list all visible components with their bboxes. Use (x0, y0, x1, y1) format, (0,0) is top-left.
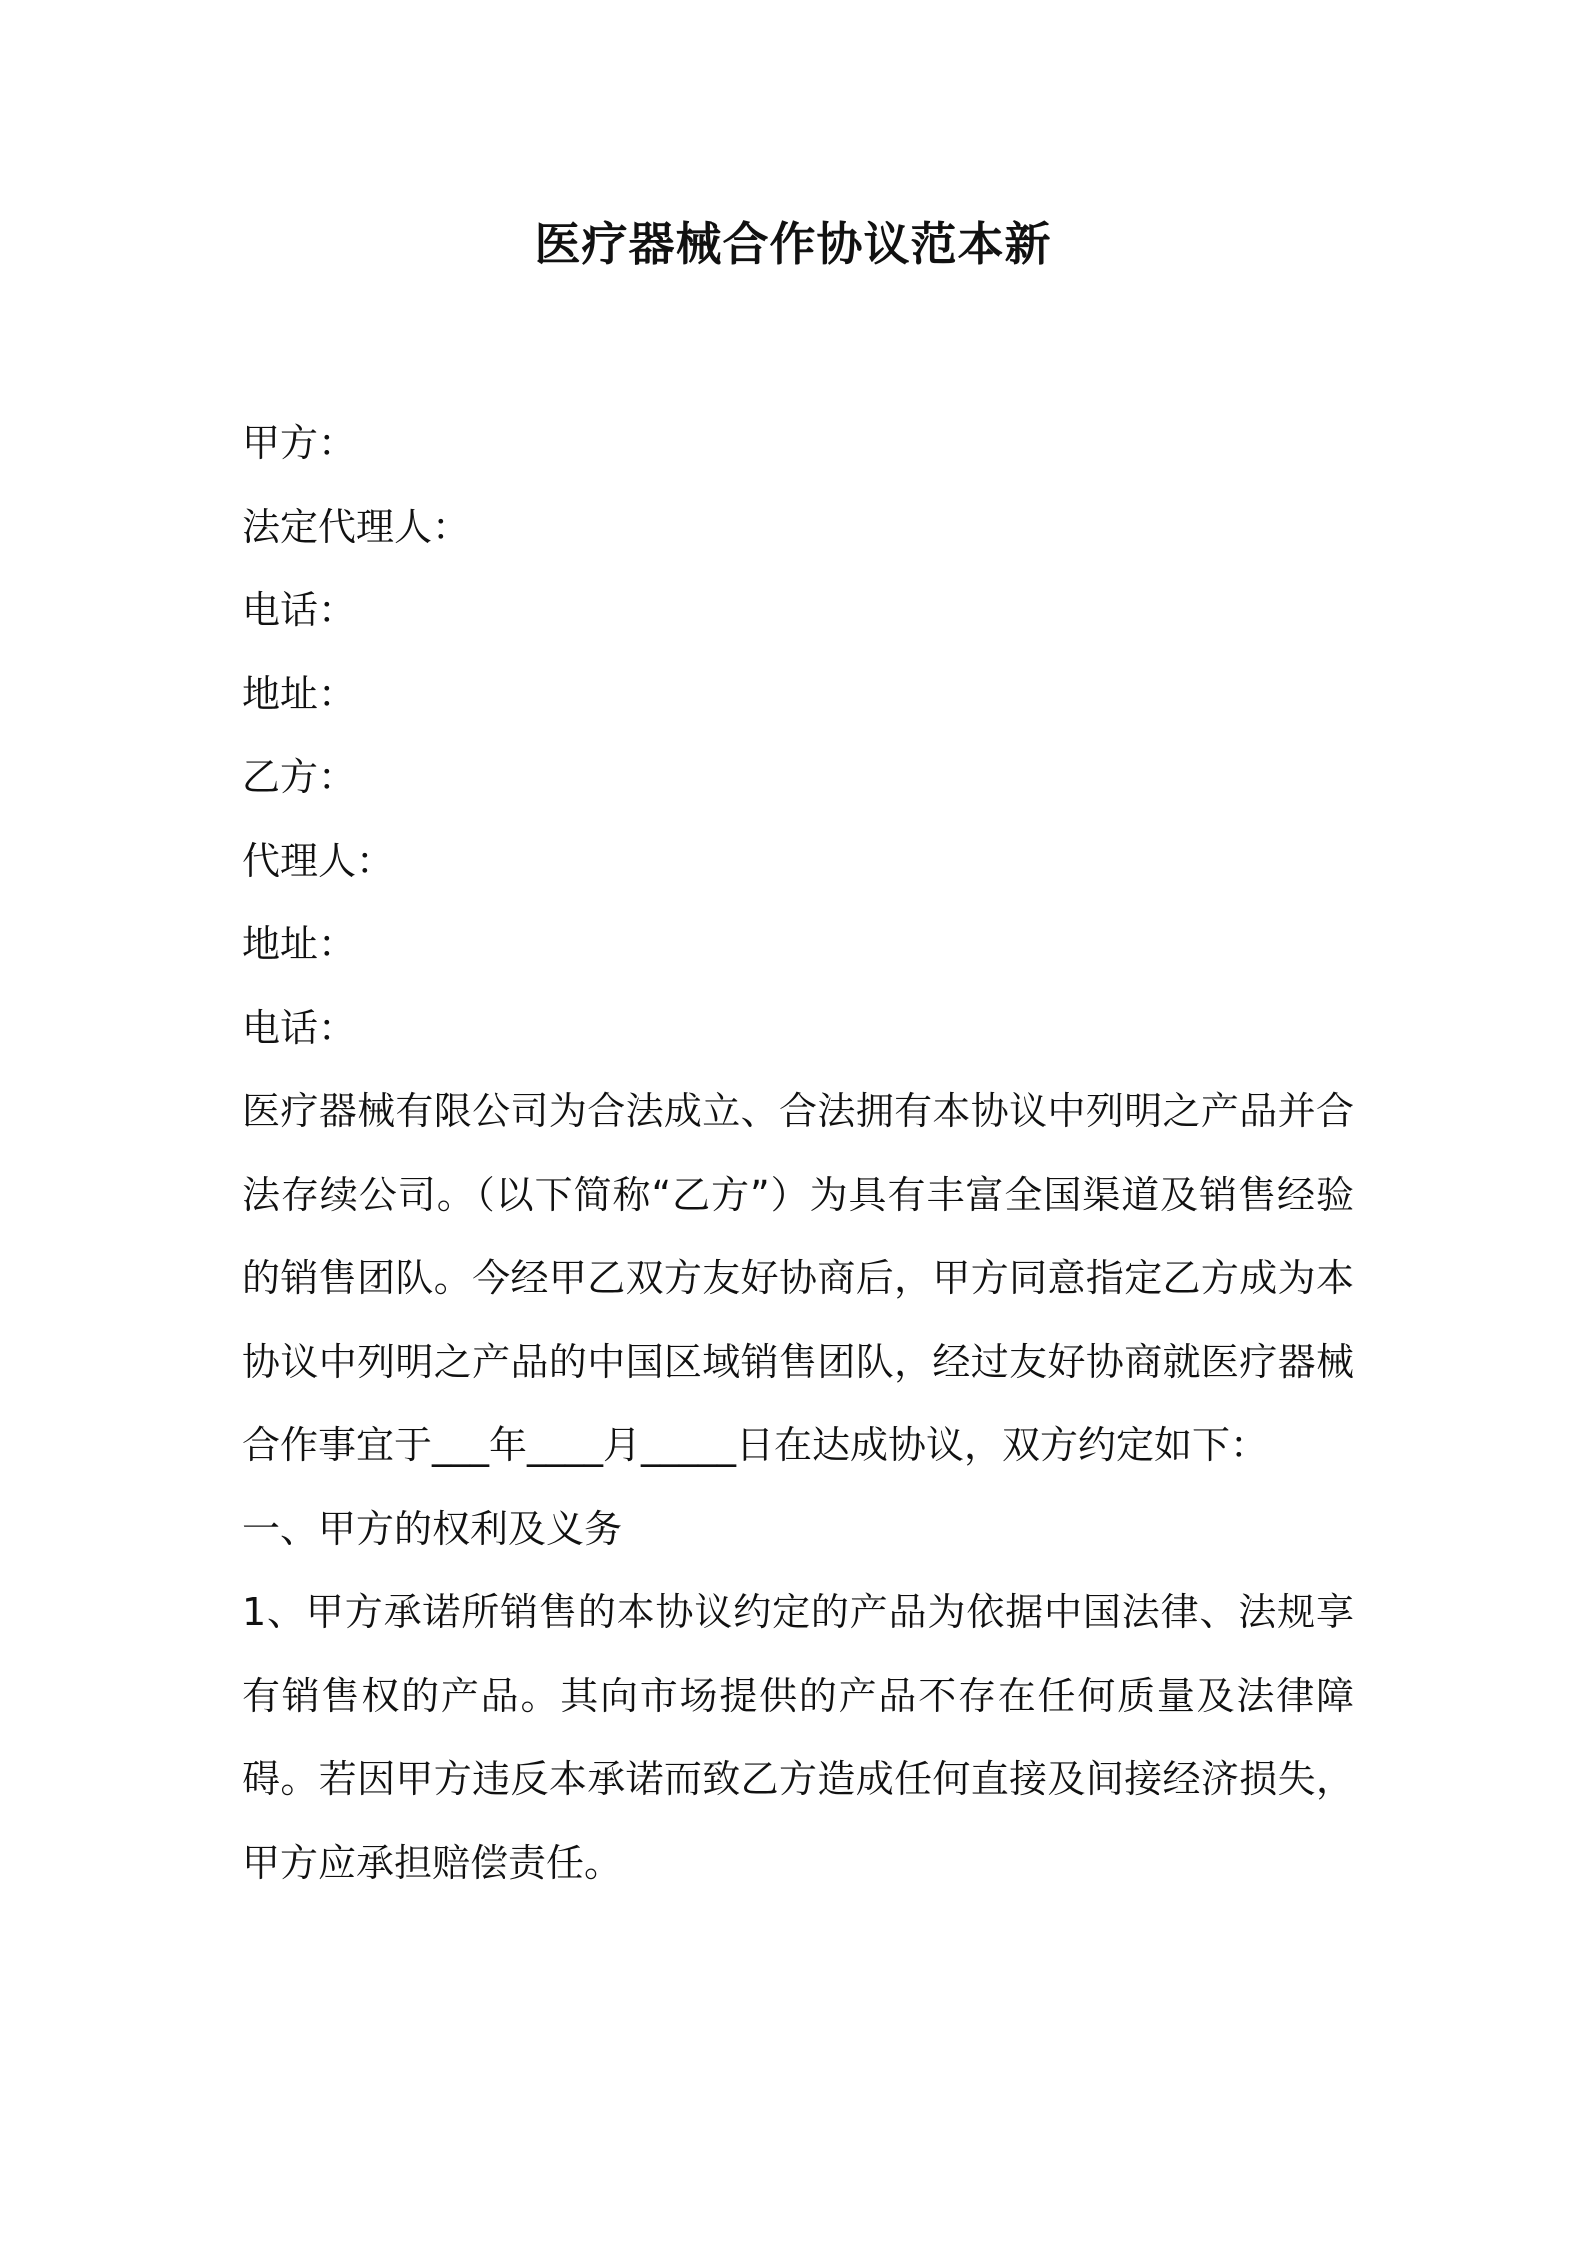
party-a-label: 甲方： (242, 421, 357, 465)
party-b-agent-label: 代理人： (242, 838, 395, 883)
party-a-phone-label: 电话： (242, 588, 357, 632)
clause-1-1: 1、甲方承诺所销售的本协议约定的产品为依据中国法律、法规享有销售权的产品。其向市场提供的产品不存在任何质量及法律障碍。若因甲方违反本承诺而致乙方造成任何直接及间接经济损失，甲方应承担赔偿责任。 (242, 1590, 1354, 1885)
section-1-heading: 一、甲方的权利及义务 (242, 1506, 623, 1551)
document-body (242, 402, 1354, 1905)
party-b-phone-label: 电话： (242, 1005, 357, 1050)
party-b-label: 乙方： (242, 755, 357, 799)
party-b-address-label: 地址： (242, 922, 357, 966)
party-a-legal-rep-label: 法定代理人： (242, 504, 471, 549)
document-title: 医疗器械合作协议范本新 (534, 217, 1052, 271)
party-a-address-label: 地址： (242, 671, 357, 716)
intro-paragraph: 医疗器械有限公司为合法成立、合法拥有本协议中列明之产品并合法存续公司。（以下简称“乙方”）为具有丰富全国渠道及销售经验的销售团队。今经甲乙双方友好协商后，甲方同意指定乙方成为本协议中列明之产品的中国区域销售团队，经过友好协商就医疗器械合作事宜于___年____月_____日在达成协议，双方约定如下： (242, 1089, 1354, 1467)
